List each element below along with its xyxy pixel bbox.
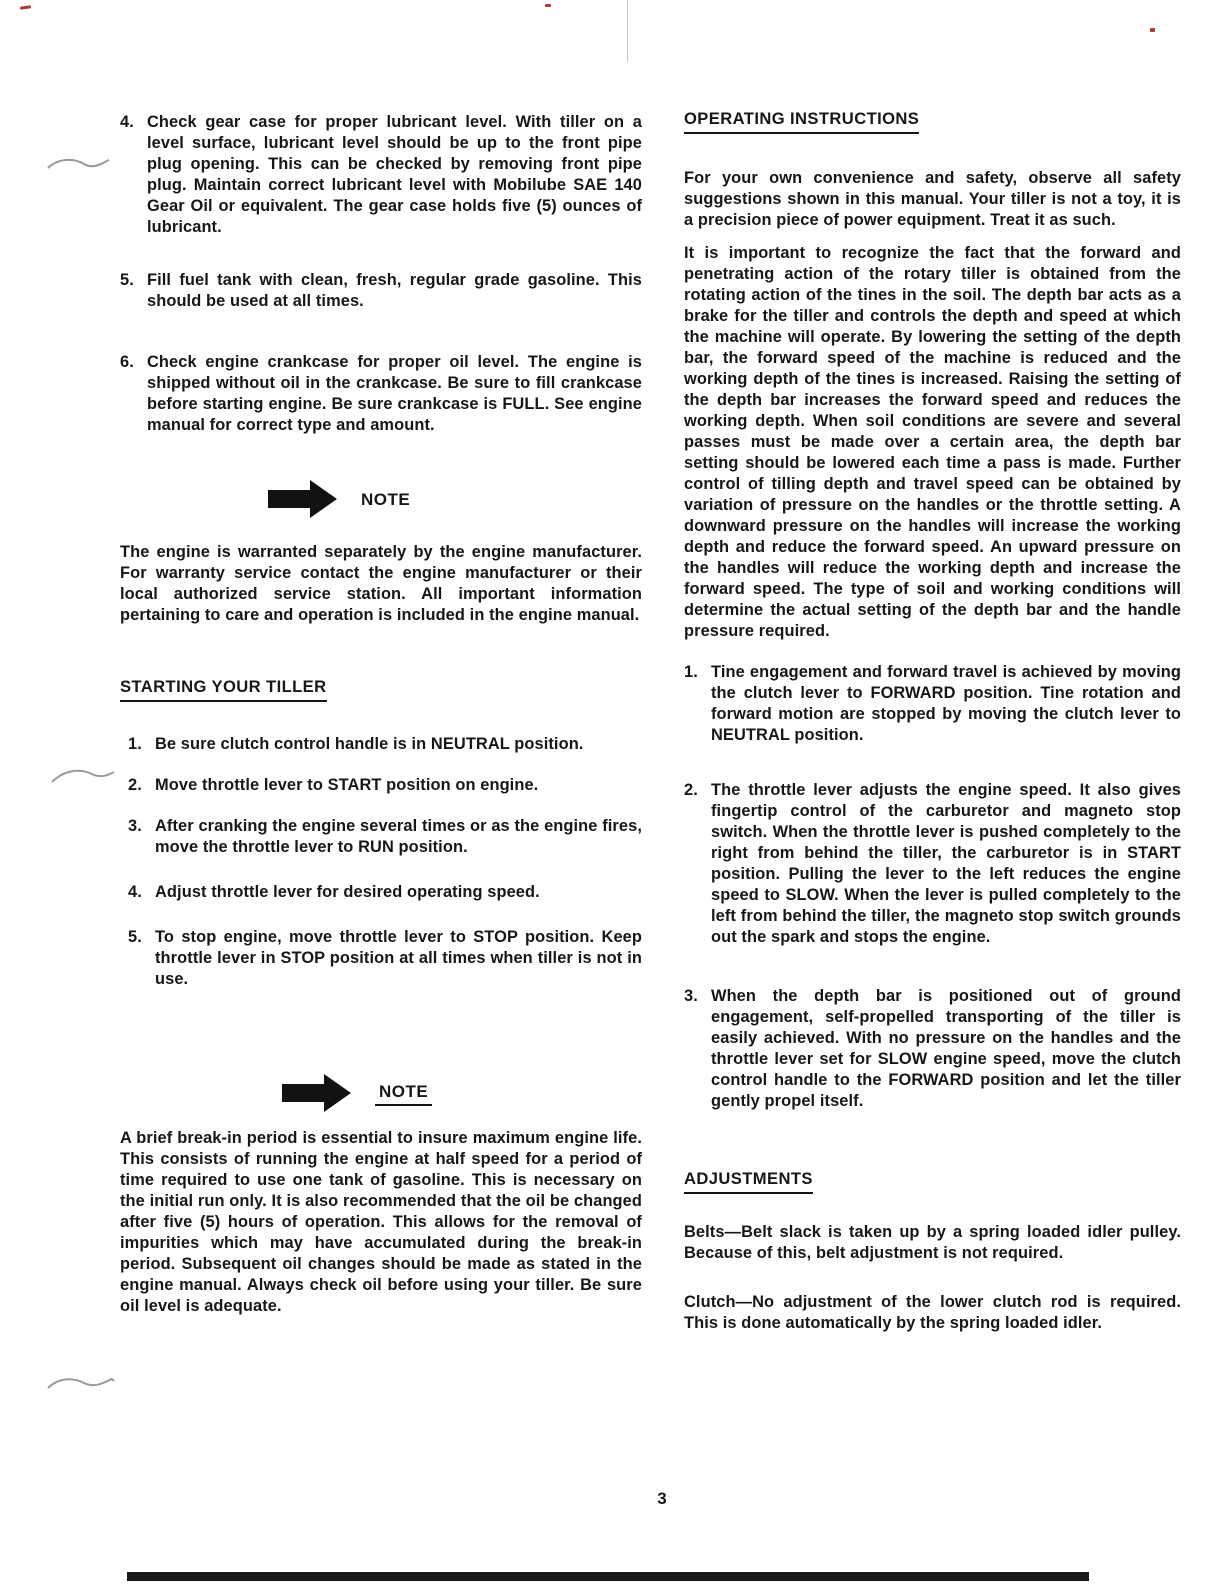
- note-arrow-shaft: [268, 490, 310, 508]
- list-item-text: Move throttle lever to START position on engine.: [155, 776, 539, 794]
- note-body: A brief break-in period is essential to insure maximum engine life. This consists of running the engine at half speed for a period of time required to use one tank of gasoline. This is necessary on the initial run only. It is also recommended that the oil be changed after five (5) hours of operation. This allows for the removal of impurities which may have accumulated during the break-in period. Subsequent oil changes should be made as stated in the engine manual. Always check oil before using your tiller. Be sure oil level is adequate.: [120, 1129, 642, 1315]
- list-item-text: After cranking the engine several times or as the engine fires, move the throttle lever to RUN position.: [155, 817, 642, 856]
- note-label: NOTE: [375, 1081, 432, 1106]
- section-heading-adjustments: ADJUSTMENTS: [684, 1168, 813, 1194]
- list-item: [120, 112, 642, 238]
- list-item-text: To stop engine, move throttle lever to STOP position. Keep throttle lever in STOP position at all times when tiller is not in use.: [155, 928, 642, 988]
- list-item: [120, 882, 642, 903]
- page-number: 3: [657, 1489, 667, 1508]
- list-item: [120, 775, 642, 796]
- list-item: [120, 927, 642, 990]
- scan-artifact-squiggle: [50, 764, 116, 790]
- scan-speck: [20, 5, 31, 10]
- scan-speck: [545, 4, 551, 7]
- list-item-text: Be sure clutch control handle is in NEUTRAL position.: [155, 735, 584, 753]
- section-heading-starting-your-tiller: STARTING YOUR TILLER: [120, 676, 327, 702]
- list-item-text: Check engine crankcase for proper oil level. The engine is shipped without oil in the crankcase. Be sure to fill crankcase before starting engine. Be sure crankcase is FULL. See engine manual for correct type and amount.: [147, 353, 642, 434]
- scan-speck: [1150, 28, 1155, 32]
- note-arrow-head: [324, 1074, 351, 1112]
- list-item-text: Fill fuel tank with clean, fresh, regular grade gasoline. This should be used at all times.: [147, 271, 642, 310]
- list-item: [120, 734, 642, 755]
- list-item-number: 4.: [128, 883, 142, 901]
- right-column: [684, 108, 1181, 1334]
- scan-artifact-squiggle: [46, 152, 112, 178]
- note-callout: [268, 480, 642, 518]
- list-item-number: 6.: [120, 353, 134, 371]
- note-arrow-shaft: [282, 1084, 324, 1102]
- section-heading-operating-instructions: OPERATING INSTRUCTIONS: [684, 108, 919, 134]
- list-item: [684, 662, 1181, 746]
- paragraph: For your own convenience and safety, observe all safety suggestions shown in this manual. Your tiller is not a toy, it is a precision piece of power equipment. Treat it as such.: [684, 169, 1181, 229]
- list-item-text: Adjust throttle lever for desired operating speed.: [155, 883, 540, 901]
- list-item-number: 2.: [684, 781, 698, 799]
- list-item-number: 5.: [128, 928, 142, 946]
- note-arrow-icon: [268, 480, 337, 518]
- list-item: [684, 780, 1181, 948]
- note-label: NOTE: [361, 489, 411, 509]
- bottom-print-bar: [127, 1572, 1089, 1581]
- list-item-text: Check gear case for proper lubricant level. With tiller on a level surface, lubricant level should be up to the front pipe plug opening. This can be checked by removing front pipe plug. Maintain correct lubricant level with Mobilube SAE 140 Gear Oil or equivalent. The gear case holds five (5) ounces of lubricant.: [147, 113, 642, 236]
- list-item-number: 3.: [128, 817, 142, 835]
- list-item-number: 1.: [684, 663, 698, 681]
- paragraph: It is important to recognize the fact that the forward and penetrating action of the rotary tiller is obtained from the rotating action of the tines in the soil. The depth bar acts as a brake for the tiller and controls the depth and speed at which the machine will operate. By lowering the setting of the depth bar, the forward speed of the machine is reduced and the working depth of the tines is increased. Raising the setting of the depth bar increases the forward speed and reduces the working depth. When soil conditions are severe and several passes must be made over a certain area, the depth bar setting should be lowered each time a pass is made. Further control of tilling depth and travel speed can be obtained by variation of pressure on the handles or the throttle setting. A downward pressure on the handles will increase the working depth and reduce the forward speed. An upward pressure on the handles will reduce the working depth and increase the forward speed. The type of soil and working conditions will determine the actual setting of the depth bar and the handle pressure required.: [684, 244, 1181, 640]
- list-item: [684, 986, 1181, 1112]
- list-item: [120, 352, 642, 436]
- list-item-text: Tine engagement and forward travel is achieved by moving the clutch lever to FORWARD position. Tine rotation and forward motion are stopped by moving the clutch lever to NEUTRAL position.: [711, 663, 1181, 744]
- list-item-number: 4.: [120, 113, 134, 131]
- note-callout: [282, 1074, 642, 1112]
- list-item-number: 5.: [120, 271, 134, 289]
- scan-fold-line: [627, 0, 628, 62]
- list-item-number: 3.: [684, 987, 698, 1005]
- scan-artifact-squiggle: [46, 1372, 116, 1398]
- list-item-number: 2.: [128, 776, 142, 794]
- note-body: The engine is warranted separately by the engine manufacturer. For warranty service contact the engine manufacturer or their local authorized service station. All important information pertaining to care and operation is included in the engine manual.: [120, 543, 642, 624]
- note-arrow-icon: [282, 1074, 351, 1112]
- list-item-text: The throttle lever adjusts the engine speed. It also gives fingertip control of the carburetor and magneto stop switch. When the throttle lever is pushed completely to the right from behind the tiller, the carburetor is in START position. Pulling the lever to the left reduces the engine speed to SLOW. When the lever is pulled completely to the left from behind the tiller, the magneto stop switch grounds out the spark and stops the engine.: [711, 781, 1181, 946]
- paragraph-belts: Belts—Belt slack is taken up by a spring loaded idler pulley. Because of this, belt adjustment is not required.: [684, 1223, 1181, 1262]
- list-item: [120, 270, 642, 312]
- list-item: [120, 816, 642, 858]
- paragraph-clutch: Clutch—No adjustment of the lower clutch rod is required. This is done automatically by the spring loaded idler.: [684, 1293, 1181, 1332]
- left-column: [120, 112, 642, 1317]
- note-arrow-head: [310, 480, 337, 518]
- list-item-text: When the depth bar is positioned out of ground engagement, self-propelled transporting of the tiller is easily achieved. With no pressure on the handles and the throttle lever set for SLOW engine speed, move the clutch control handle to the FORWARD position and let the tiller gently propel itself.: [711, 987, 1181, 1110]
- list-item-number: 1.: [128, 735, 142, 753]
